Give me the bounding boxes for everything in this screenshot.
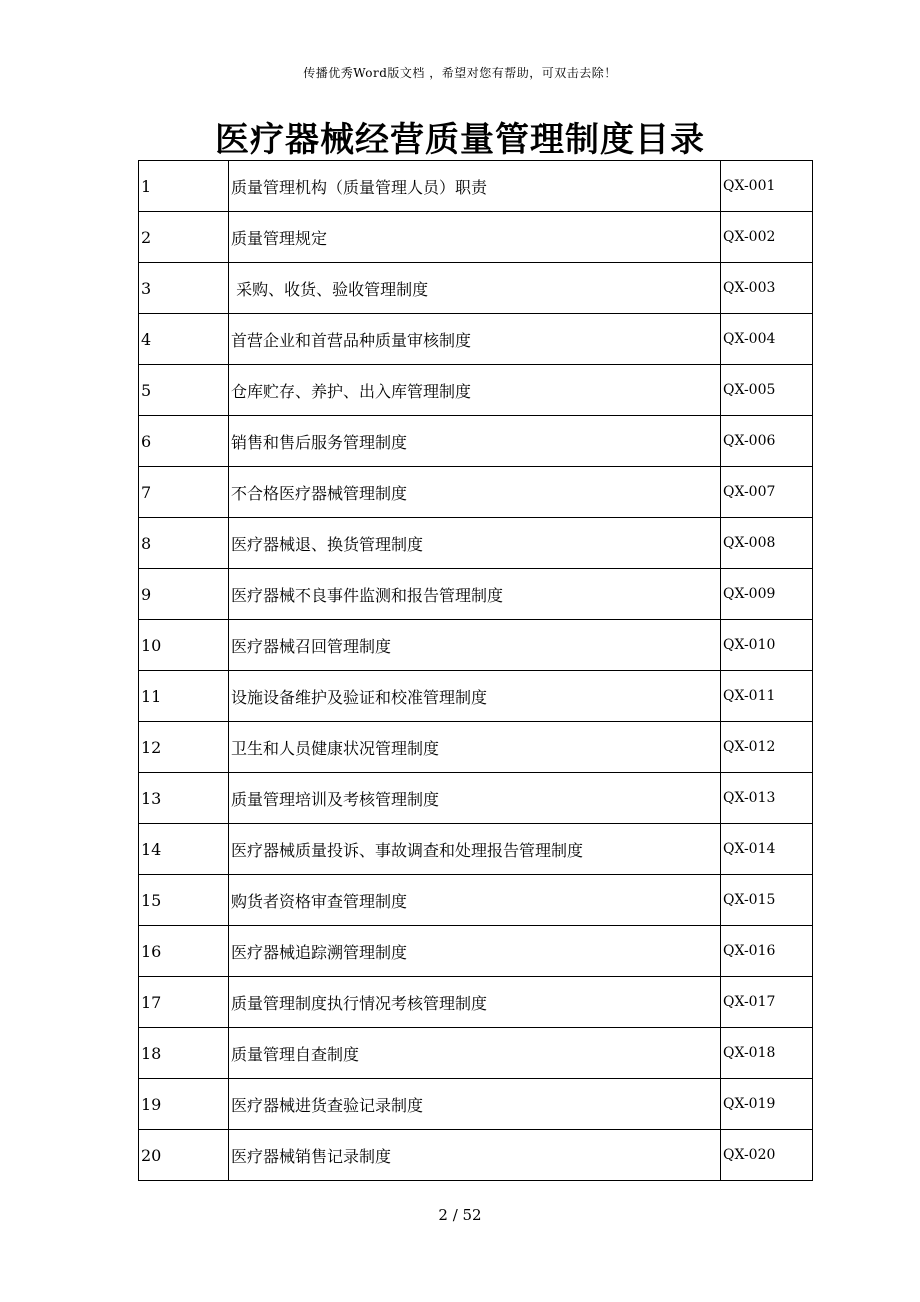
page-number bbox=[0, 1206, 920, 1224]
row-code: QX-009 bbox=[721, 569, 813, 620]
row-title: 质量管理规定 bbox=[229, 212, 721, 263]
table-row bbox=[139, 212, 813, 263]
row-number: 20 bbox=[139, 1130, 229, 1181]
row-title: 医疗器械质量投诉、事故调查和处理报告管理制度 bbox=[229, 824, 721, 875]
table-row bbox=[139, 977, 813, 1028]
table-row bbox=[139, 620, 813, 671]
row-title: 不合格医疗器械管理制度 bbox=[229, 467, 721, 518]
table-row bbox=[139, 1079, 813, 1130]
row-code: QX-016 bbox=[721, 926, 813, 977]
toc-table-body bbox=[139, 161, 813, 1181]
table-row bbox=[139, 1028, 813, 1079]
row-title: 采购、收货、验收管理制度 bbox=[229, 263, 721, 314]
row-title: 医疗器械退、换货管理制度 bbox=[229, 518, 721, 569]
table-row bbox=[139, 671, 813, 722]
table-row bbox=[139, 365, 813, 416]
row-number: 4 bbox=[139, 314, 229, 365]
row-code: QX-014 bbox=[721, 824, 813, 875]
row-code: QX-018 bbox=[721, 1028, 813, 1079]
table-row bbox=[139, 875, 813, 926]
row-title: 卫生和人员健康状况管理制度 bbox=[229, 722, 721, 773]
row-number: 7 bbox=[139, 467, 229, 518]
row-number: 6 bbox=[139, 416, 229, 467]
table-row bbox=[139, 314, 813, 365]
table-row bbox=[139, 467, 813, 518]
row-code: QX-013 bbox=[721, 773, 813, 824]
row-title: 质量管理制度执行情况考核管理制度 bbox=[229, 977, 721, 1028]
row-code: QX-017 bbox=[721, 977, 813, 1028]
table-row bbox=[139, 569, 813, 620]
row-code: QX-005 bbox=[721, 365, 813, 416]
row-number: 17 bbox=[139, 977, 229, 1028]
row-number: 5 bbox=[139, 365, 229, 416]
row-title: 销售和售后服务管理制度 bbox=[229, 416, 721, 467]
row-title: 质量管理自查制度 bbox=[229, 1028, 721, 1079]
row-title: 医疗器械进货查验记录制度 bbox=[229, 1079, 721, 1130]
toc-table bbox=[138, 160, 813, 1181]
row-code: QX-019 bbox=[721, 1079, 813, 1130]
row-code: QX-003 bbox=[721, 263, 813, 314]
row-title: 设施设备维护及验证和校准管理制度 bbox=[229, 671, 721, 722]
row-code: QX-004 bbox=[721, 314, 813, 365]
row-number: 10 bbox=[139, 620, 229, 671]
table-row bbox=[139, 518, 813, 569]
row-title: 医疗器械不良事件监测和报告管理制度 bbox=[229, 569, 721, 620]
row-title: 医疗器械召回管理制度 bbox=[229, 620, 721, 671]
row-code: QX-006 bbox=[721, 416, 813, 467]
row-title: 质量管理机构（质量管理人员）职责 bbox=[229, 161, 721, 212]
table-row bbox=[139, 824, 813, 875]
row-title: 医疗器械销售记录制度 bbox=[229, 1130, 721, 1181]
row-code: QX-015 bbox=[721, 875, 813, 926]
row-number: 11 bbox=[139, 671, 229, 722]
table-row bbox=[139, 416, 813, 467]
row-number: 1 bbox=[139, 161, 229, 212]
row-number: 14 bbox=[139, 824, 229, 875]
page-current: 2 bbox=[438, 1206, 448, 1224]
row-code: QX-011 bbox=[721, 671, 813, 722]
row-number: 19 bbox=[139, 1079, 229, 1130]
table-row bbox=[139, 926, 813, 977]
row-title: 医疗器械追踪溯管理制度 bbox=[229, 926, 721, 977]
row-number: 18 bbox=[139, 1028, 229, 1079]
page-separator: / bbox=[447, 1206, 463, 1224]
row-code: QX-012 bbox=[721, 722, 813, 773]
row-number: 16 bbox=[139, 926, 229, 977]
row-number: 12 bbox=[139, 722, 229, 773]
table-row bbox=[139, 161, 813, 212]
row-code: QX-020 bbox=[721, 1130, 813, 1181]
row-code: QX-008 bbox=[721, 518, 813, 569]
table-row bbox=[139, 722, 813, 773]
row-number: 2 bbox=[139, 212, 229, 263]
page-title: 医疗器械经营质量管理制度目录 bbox=[215, 120, 705, 160]
row-code: QX-007 bbox=[721, 467, 813, 518]
table-row bbox=[139, 1130, 813, 1181]
row-number: 13 bbox=[139, 773, 229, 824]
table-row bbox=[139, 773, 813, 824]
row-number: 8 bbox=[139, 518, 229, 569]
row-title: 购货者资格审查管理制度 bbox=[229, 875, 721, 926]
table-row bbox=[139, 263, 813, 314]
row-number: 3 bbox=[139, 263, 229, 314]
row-number: 15 bbox=[139, 875, 229, 926]
row-code: QX-001 bbox=[721, 161, 813, 212]
row-title: 仓库贮存、养护、出入库管理制度 bbox=[229, 365, 721, 416]
row-code: QX-002 bbox=[721, 212, 813, 263]
page-total: 52 bbox=[462, 1206, 482, 1224]
row-number: 9 bbox=[139, 569, 229, 620]
row-title: 首营企业和首营品种质量审核制度 bbox=[229, 314, 721, 365]
row-title: 质量管理培训及考核管理制度 bbox=[229, 773, 721, 824]
header-note: 传播优秀Word版文档 ，希望对您有帮助，可双击去除！ bbox=[303, 66, 617, 80]
row-code: QX-010 bbox=[721, 620, 813, 671]
